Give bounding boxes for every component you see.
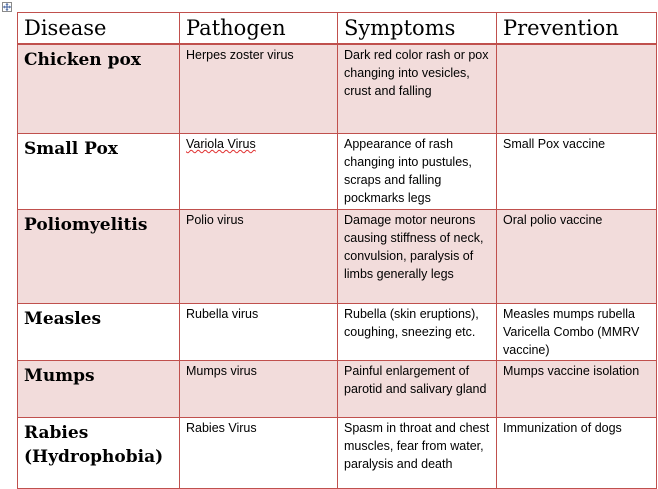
disease-cell: Measles: [18, 304, 180, 361]
table-row: [18, 361, 657, 418]
table-row: [18, 210, 657, 304]
header-row: [18, 13, 657, 45]
prevention-cell: [497, 44, 657, 134]
table-row: [18, 304, 657, 361]
pathogen-text: Variola Virus: [186, 137, 256, 151]
symptoms-cell: Appearance of rash changing into pustules, scraps and falling pockmarks legs: [338, 134, 497, 210]
disease-table: [17, 12, 657, 489]
pathogen-cell: [180, 134, 338, 210]
disease-cell: Small Pox: [18, 134, 180, 210]
disease-cell: Chicken pox: [18, 44, 180, 134]
prevention-cell: Immunization of dogs: [497, 418, 657, 489]
prevention-cell: Mumps vaccine isolation: [497, 361, 657, 418]
prevention-cell: Oral polio vaccine: [497, 210, 657, 304]
symptoms-cell: Painful enlargement of parotid and salivary gland: [338, 361, 497, 418]
disease-cell: Poliomyelitis: [18, 210, 180, 304]
pathogen-cell: Polio virus: [180, 210, 338, 304]
header-symptoms: Symptoms: [338, 13, 497, 45]
prevention-cell: Measles mumps rubella Varicella Combo (MMRV vaccine): [497, 304, 657, 361]
pathogen-cell: Rabies Virus: [180, 418, 338, 489]
table-move-handle-icon[interactable]: [2, 2, 12, 12]
header-pathogen: Pathogen: [180, 13, 338, 45]
prevention-cell: Small Pox vaccine: [497, 134, 657, 210]
symptoms-cell: Rubella (skin eruptions), coughing, sneezing etc.: [338, 304, 497, 361]
symptoms-cell: Spasm in throat and chest muscles, fear from water, paralysis and death: [338, 418, 497, 489]
table-row: [18, 44, 657, 134]
disease-cell: Rabies (Hydrophobia): [18, 418, 180, 489]
header-disease: Disease: [18, 13, 180, 45]
pathogen-cell: Mumps virus: [180, 361, 338, 418]
disease-cell: Mumps: [18, 361, 180, 418]
symptoms-cell: Dark red color rash or pox changing into vesicles, crust and falling: [338, 44, 497, 134]
symptoms-cell: Damage motor neurons causing stiffness of neck, convulsion, paralysis of limbs generally legs: [338, 210, 497, 304]
pathogen-cell: Rubella virus: [180, 304, 338, 361]
table-row: [18, 134, 657, 210]
header-prevention: Prevention: [497, 13, 657, 45]
pathogen-cell: Herpes zoster virus: [180, 44, 338, 134]
table-row: [18, 418, 657, 489]
